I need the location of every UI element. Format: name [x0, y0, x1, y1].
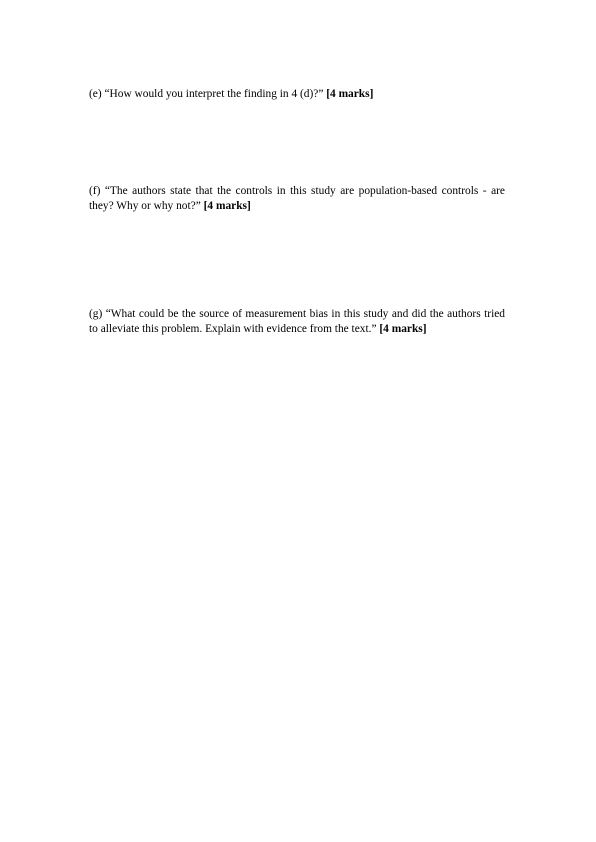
question-e [89, 87, 505, 102]
question-e-marks: [4 marks] [326, 88, 374, 100]
question-f [89, 184, 505, 213]
question-g-text: (g) “What could be the source of measurement bias in this study and did the authors tried to alleviate this problem. Explain with evidence from the text.” [89, 308, 505, 335]
question-e-text: (e) “How would you interpret the finding in 4 (d)?” [89, 88, 327, 100]
question-f-marks: [4 marks] [203, 199, 251, 212]
question-g [89, 307, 505, 336]
question-f-text: (f) “The authors state that the controls in this study are population-based controls - are they? Why or why not?” [89, 185, 505, 212]
question-g-marks: [4 marks] [379, 322, 427, 335]
